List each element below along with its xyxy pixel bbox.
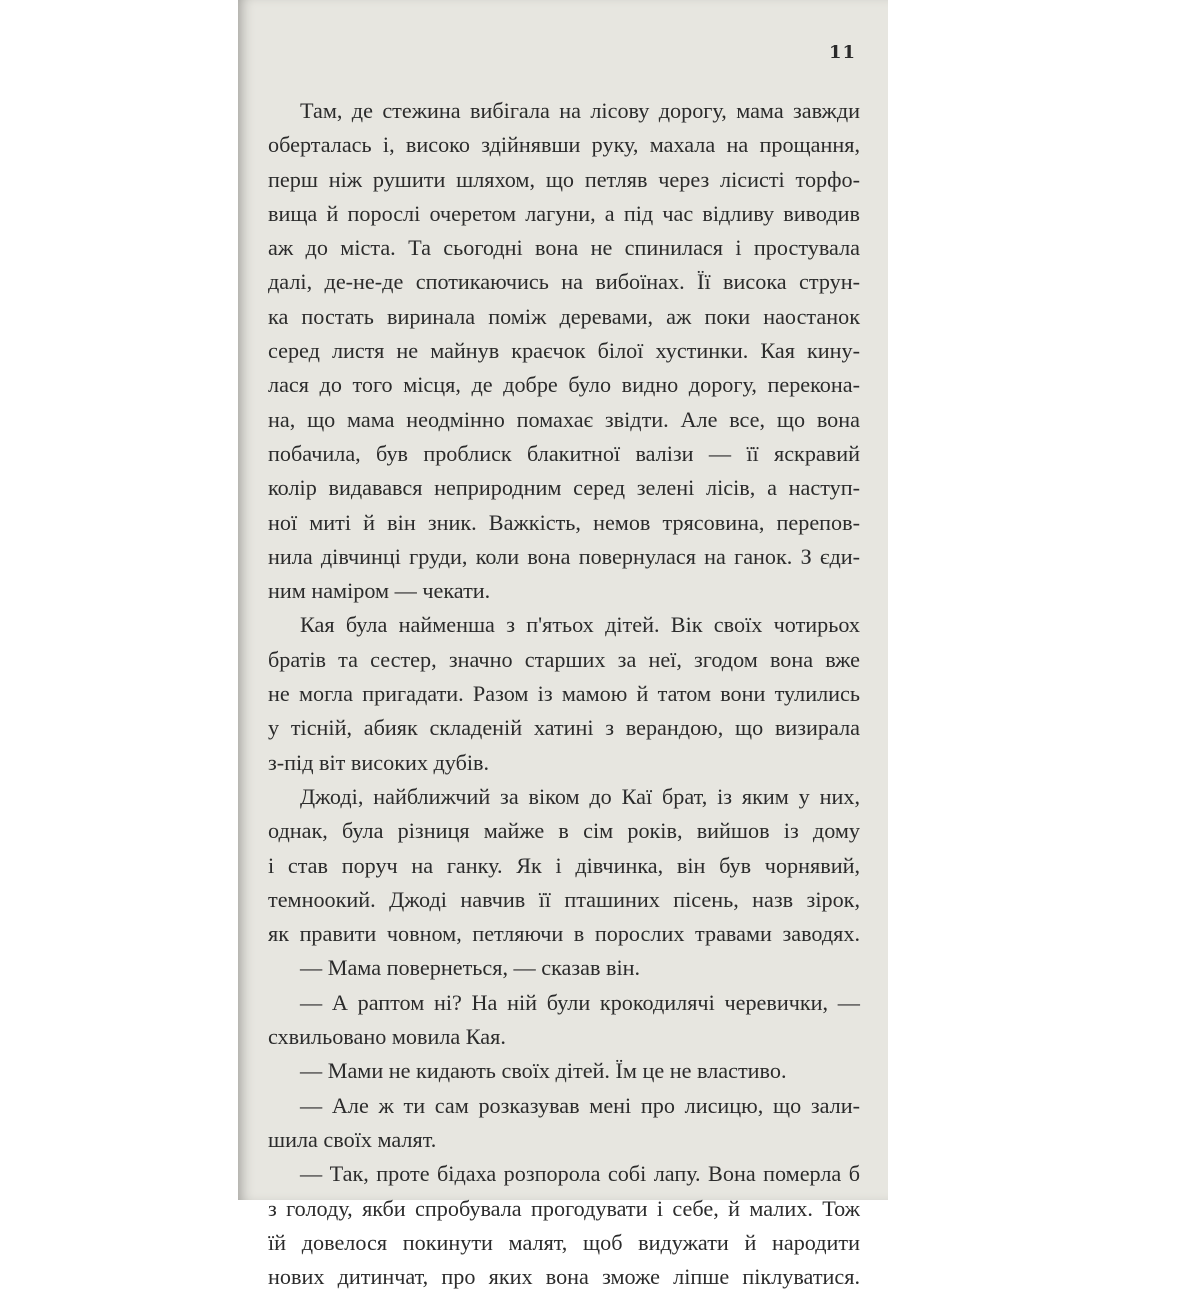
text-line: Джоді, найближчий за віком до Каї брат, із яким у них, [300,783,860,809]
text-line: і став поруч на ганку. Як і дівчинка, він був чорнявий, [268,852,860,878]
text-line: їй довелося покинути малят, щоб видужати й народити [268,1229,860,1255]
text-line: схвильовано мовила Кая. [268,1024,506,1050]
text-line: як правити човном, петляючи в порослих травами заводях. [268,921,860,947]
text-line: нових дитинчат, про яких вона зможе ліпше піклуватися. [268,1264,860,1290]
text-line: побачила, був проблиск блакитної валізи — її яскравий [268,440,860,466]
text-line: — Але ж ти сам розказував мені про лисицю, що зали- [300,1092,860,1118]
text-line: лася до того місця, де добре було видно дорогу, перекона- [268,372,860,398]
page-text [268,94,860,1294]
text-line: — А раптом ні? На ній були крокодилячі черевички, — [300,989,860,1015]
text-line: нила дівчинці груди, коли вона повернулася на ганок. З єди- [268,543,860,569]
text-line: — Мами не кидають своїх дітей. Їм це не властиво. [300,1058,787,1084]
text-line: темноокий. Джоді навчив її пташиних пісень, назв зірок, [268,886,860,912]
text-line: — Так, проте бідаха розпорола собі лапу. Вона померла б [300,1161,860,1187]
text-line: Кая була найменша з п'ятьох дітей. Вік своїх чотирьох [300,612,860,638]
text-line: на, що мама неодмінно помахає звідти. Але все, що вона [268,406,860,432]
text-line: ної миті й він зник. Важкість, немов трясовина, перепов- [268,509,860,535]
text-line: у тісній, абияк складеній хатині з верандою, що визирала [268,715,860,741]
text-line: шила своїх малят. [268,1126,437,1152]
text-line: з-під віт високих дубів. [268,749,490,775]
text-line: Там, де стежина вибігала на лісову дорогу, мама завжди [300,98,860,123]
text-line: з голоду, якби спробувала прогодувати і себе, й малих. Тож [268,1195,860,1221]
text-line: братів та сестер, значно старших за неї, згодом вона вже [268,646,860,672]
page-number: 11 [828,42,856,63]
text-line: перш ніж рушити шляхом, що петляв через лісисті торфо- [268,166,860,192]
text-line: ним наміром — чекати. [268,578,491,604]
text-line: не могла пригадати. Разом із мамою й татом вони тулились [268,681,860,707]
text-line: оберталась і, високо здійнявши руку, махала на прощання, [268,132,860,158]
text-line: ка постать виринала поміж деревами, аж поки наостанок [268,303,860,329]
text-line: колір видавався неприродним серед зелені лісів, а наступ- [268,475,860,501]
text-line: далі, де-не-де спотикаючись на вибоїнах. Її висока струн- [268,269,860,295]
text-line: вища й порослі очеретом лагуни, а під час відливу виводив [268,200,860,226]
text-line: серед листя не майнув краєчок білої хустинки. Кая кину- [268,338,860,364]
text-line: однак, була різниця майже в сім років, вийшов із дому [268,818,860,844]
text-line: — Мама повернеться, — сказав він. [300,955,641,981]
text-line: аж до міста. Та сьогодні вона не спинилася і простувала [268,235,860,261]
book-page [238,0,888,1290]
